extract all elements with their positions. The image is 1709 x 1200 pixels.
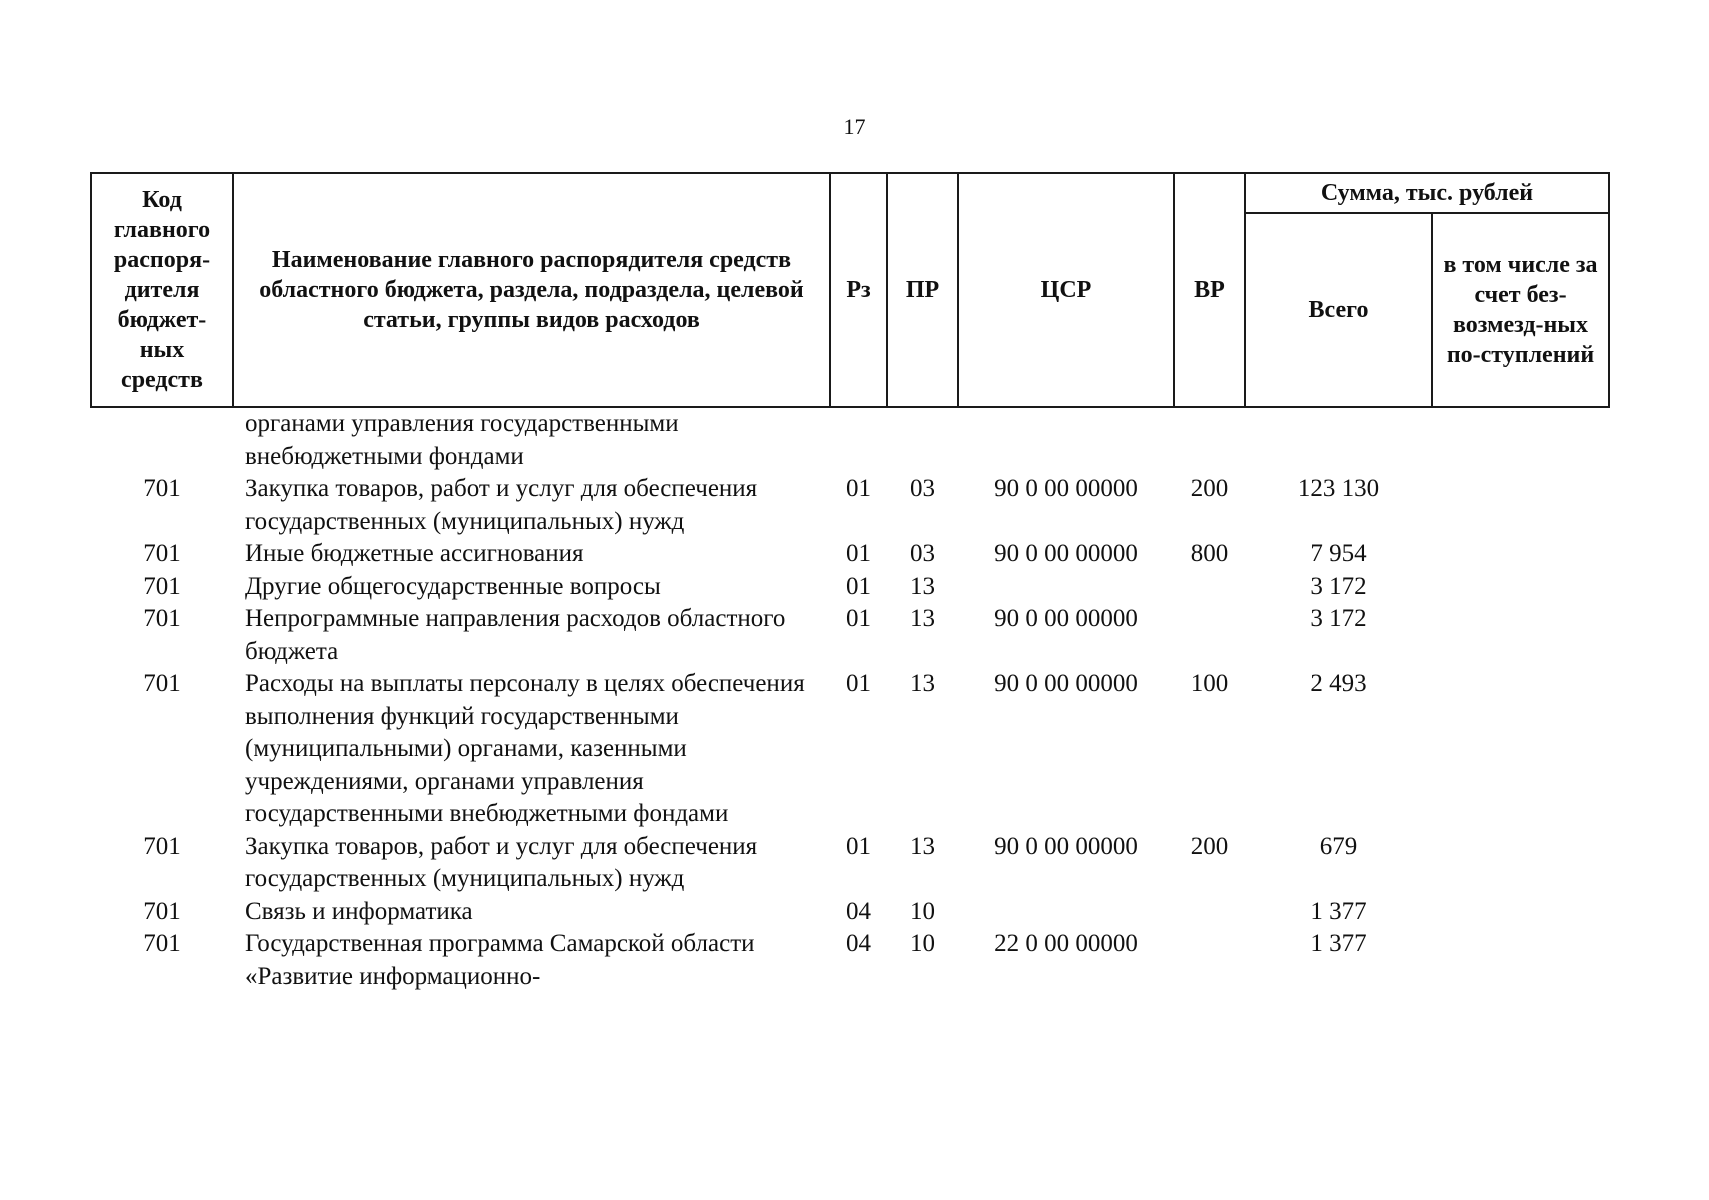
cell-free: [1432, 896, 1609, 929]
cell-pr: 13: [910, 572, 935, 600]
cell-total: 7 954: [1310, 540, 1367, 567]
cell-name: Закупка товаров, работ и услуг для обеспечения государственных (муниципальных) нужд: [245, 832, 758, 892]
budget-table: [90, 172, 1610, 993]
table-row: [91, 473, 1609, 538]
table-row: [91, 603, 1609, 668]
cell-pr: 10: [910, 930, 935, 957]
cell-rz: 01: [846, 572, 871, 600]
cell-total: 3 172: [1310, 572, 1367, 600]
cell-pr: [887, 407, 958, 473]
cell-name: Связь и информатика: [245, 897, 473, 925]
cell-vr: [1174, 571, 1245, 604]
cell-free: [1432, 603, 1609, 668]
cell-name: Непрограммные направления расходов областного бюджета: [245, 605, 786, 665]
cell-name: органами управления государственными внебюджетными фондами: [245, 410, 679, 470]
cell-total: 123 130: [1297, 475, 1380, 502]
table-body: [91, 407, 1609, 993]
cell-total: 2 493: [1310, 670, 1367, 697]
cell-total: 3 172: [1310, 605, 1367, 632]
cell-code: 701: [143, 605, 181, 632]
cell-pr: 03: [910, 540, 935, 567]
cell-free: [1432, 831, 1609, 896]
cell-code: 701: [143, 832, 181, 860]
cell-pr: 10: [910, 897, 935, 925]
header-csr: ЦСР: [958, 173, 1174, 407]
cell-csr: 90 0 00 00000: [994, 832, 1138, 860]
cell-rz: 04: [846, 930, 871, 957]
cell-pr: 13: [910, 605, 935, 632]
cell-csr: 90 0 00 00000: [994, 670, 1138, 697]
cell-rz: 01: [846, 540, 871, 567]
cell-vr: [1174, 928, 1245, 993]
cell-code: 701: [143, 475, 181, 502]
table-row: [91, 928, 1609, 993]
table-row: [91, 668, 1609, 831]
cell-free: [1432, 571, 1609, 604]
table-row: [91, 896, 1609, 929]
cell-name: Государственная программа Самарской области «Развитие информационно-: [245, 930, 755, 990]
cell-name: Иные бюджетные ассигнования: [245, 540, 584, 567]
cell-free: [1432, 407, 1609, 473]
cell-vr: 200: [1190, 475, 1229, 502]
cell-total: [1245, 407, 1432, 473]
header-sum-group: Сумма, тыс. рублей: [1245, 173, 1609, 213]
cell-free: [1432, 538, 1609, 571]
cell-vr: 100: [1190, 670, 1229, 697]
cell-csr: [958, 571, 1174, 604]
page-number: 17: [843, 114, 866, 139]
cell-csr: 90 0 00 00000: [994, 475, 1138, 502]
table-row: [91, 831, 1609, 896]
header-pr: ПР: [887, 173, 958, 407]
cell-free: [1432, 668, 1609, 831]
cell-code: [91, 407, 233, 473]
header-rz: Рз: [830, 173, 887, 407]
cell-free: [1432, 928, 1609, 993]
cell-code: 701: [143, 670, 181, 697]
cell-total: 1 377: [1310, 897, 1367, 925]
cell-csr: [958, 407, 1174, 473]
table-header: [91, 173, 1609, 407]
cell-vr: 200: [1190, 832, 1229, 860]
cell-vr: [1174, 603, 1245, 668]
cell-vr: [1174, 407, 1245, 473]
header-vr: ВР: [1174, 173, 1245, 407]
cell-free: [1432, 473, 1609, 538]
cell-rz: [830, 407, 887, 473]
cell-rz: 01: [846, 605, 871, 632]
cell-pr: 03: [910, 475, 935, 502]
cell-code: 701: [143, 897, 181, 925]
table-row: [91, 571, 1609, 604]
table-row: [91, 407, 1609, 473]
header-code: Код главного распоря-дителя бюджет-ных средств: [91, 173, 233, 407]
cell-csr: [958, 896, 1174, 929]
cell-csr: 90 0 00 00000: [994, 540, 1138, 567]
cell-code: 701: [143, 572, 181, 600]
cell-name: Другие общегосударственные вопросы: [245, 572, 661, 600]
header-free: в том числе за счет без-возмезд-ных по-ступлений: [1432, 213, 1609, 407]
cell-code: 701: [143, 540, 181, 567]
cell-pr: 13: [910, 670, 935, 697]
cell-total: 1 377: [1310, 930, 1367, 957]
cell-pr: 13: [910, 832, 935, 860]
cell-code: 701: [143, 930, 181, 957]
cell-vr: 800: [1190, 540, 1229, 567]
cell-rz: 01: [846, 670, 871, 697]
cell-name: Расходы на выплаты персоналу в целях обеспечения выполнения функций государственными (муниципальными) органами, казенными учреждениями, органами управления государственными внебюджетными фондами: [245, 670, 805, 827]
cell-csr: 22 0 00 00000: [994, 930, 1138, 957]
header-total: Всего: [1245, 213, 1432, 407]
cell-rz: 04: [846, 897, 871, 925]
cell-vr: [1174, 896, 1245, 929]
cell-rz: 01: [846, 832, 871, 860]
cell-total: 679: [1319, 832, 1358, 860]
cell-csr: 90 0 00 00000: [994, 605, 1138, 632]
cell-rz: 01: [846, 475, 871, 502]
cell-name: Закупка товаров, работ и услуг для обеспечения государственных (муниципальных) нужд: [245, 475, 758, 535]
table-row: [91, 538, 1609, 571]
header-name: Наименование главного распорядителя средств областного бюджета, раздела, подраздела, целевой статьи, группы видов расходов: [233, 173, 830, 407]
